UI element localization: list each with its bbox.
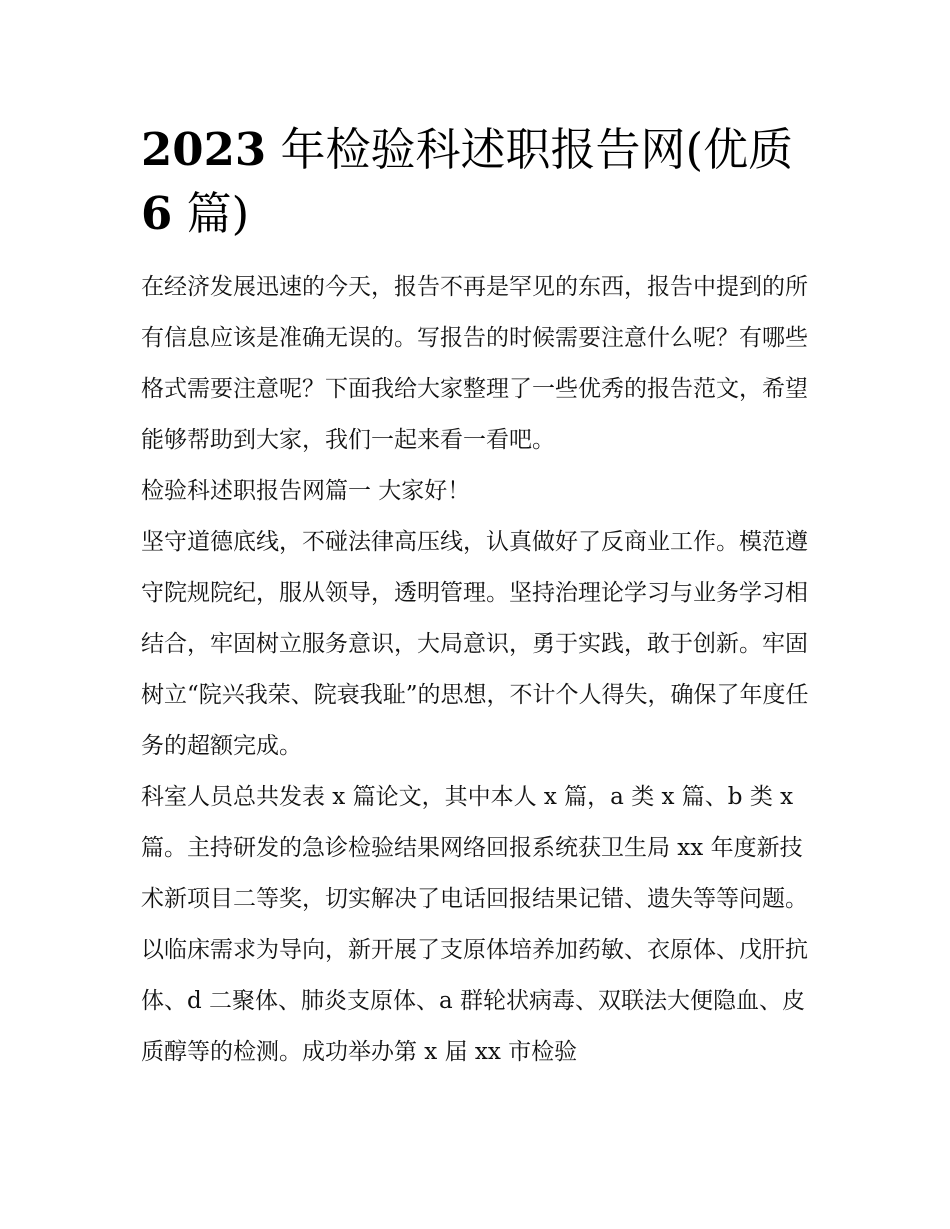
title-part: 6: [141, 187, 173, 240]
document-body: [141, 262, 813, 1078]
body-paragraph: 坚守道德底线，不碰法律高压线，认真做好了反商业工作。模范遵守院规院纪，服从领导，透明管理。坚持治理论学习与业务学习相结合，牢固树立服务意识，大局意识，勇于实践，敢于创新。牢固树立“院兴我荣、院衰我耻”的思想，不计个人得失，确保了年度任务的超额完成。: [141, 529, 809, 759]
intro-paragraph: 在经济发展迅速的今天，报告不再是罕见的东西，报告中提到的所有信息应该是准确无误的。写报告的时候需要注意什么呢？有哪些格式需要注意呢？下面我给大家整理了一些优秀的报告范文，希望能够帮助到大家，我们一起来看一看吧。: [141, 274, 808, 453]
title-part: 2023: [141, 123, 267, 176]
title-part: 年检验科述职报告网(优质: [266, 123, 794, 176]
title-part: 篇): [172, 187, 250, 240]
section-heading-paragraph: 检验科述职报告网篇一 大家好！: [141, 478, 471, 504]
document-title: [141, 118, 813, 246]
body-paragraph: 科室人员总共发表 x 篇论文，其中本人 x 篇，a 类 x 篇、b 类 x 篇。主持研发的急诊检验结果网络回报系统获卫生局 xx 年度新技术新项目二等奖，切实解决了电话回报结果记错、遗失等等问题。以临床需求为导向，新开展了支原体培养加药敏、衣原体、戊肝抗体、d 二聚体、肺炎支原体、a 群轮状病毒、双联法大便隐血、皮质醇等的检测。成功举办第 x 届 xx 市检验: [141, 784, 808, 1065]
document-content: [141, 118, 813, 1078]
